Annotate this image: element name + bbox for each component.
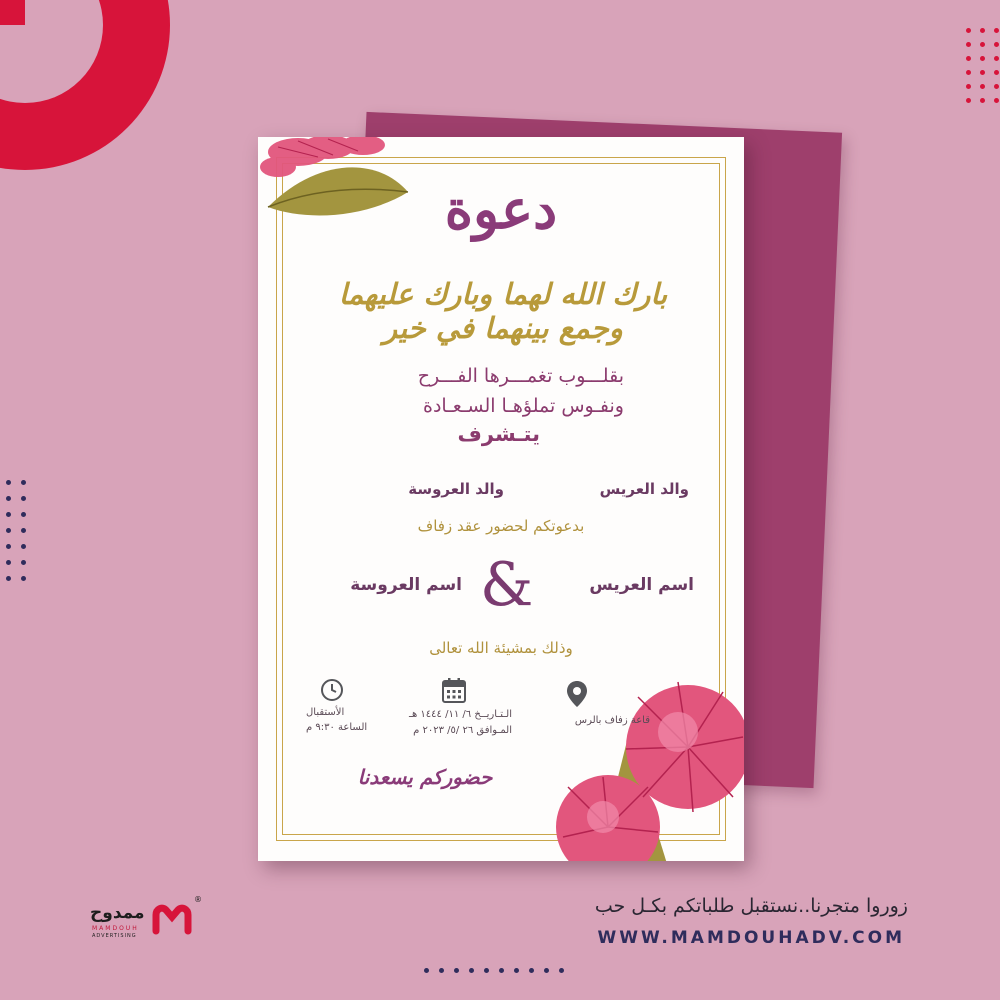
dot-grid-left (6, 480, 26, 581)
dot-row-bottom (424, 968, 564, 973)
decor-dot (484, 968, 489, 973)
intro-line-3: يتـشرف (457, 422, 540, 446)
decor-dot (6, 576, 11, 581)
decor-dot (994, 28, 999, 33)
decor-dot (980, 98, 985, 103)
decor-dot (994, 42, 999, 47)
closing-calligraphy: حضوركم يسعدنا (357, 765, 493, 789)
calendar-icon (442, 677, 466, 703)
decor-dot (499, 968, 504, 973)
floral-bottom-right (528, 637, 744, 861)
decor-dot (980, 70, 985, 75)
decor-dot (514, 968, 519, 973)
decor-dot (994, 70, 999, 75)
decor-dot (994, 84, 999, 89)
decor-dot (21, 528, 26, 533)
decor-dot (6, 512, 11, 517)
decor-dot (21, 496, 26, 501)
blessing-calligraphy: بارك الله لهما وبارك عليهما وجمع بينهما في خير (338, 277, 668, 345)
decor-dot (966, 42, 971, 47)
groom-father-label: والد العريس (599, 480, 689, 498)
mamdouh-logo[interactable] (90, 895, 220, 947)
bride-name: اسم العروسة (350, 575, 462, 595)
bride-father-label: والد العروسة (408, 480, 504, 498)
location-text: قاعة زفاف بالرس (574, 715, 650, 726)
decor-dot (439, 968, 444, 973)
corner-decoration (0, 0, 170, 170)
decor-dot (6, 528, 11, 533)
groom-name: اسم العريس (589, 575, 694, 595)
god-will-line: وذلك بمشيئة الله تعالى (429, 639, 573, 657)
date-hijri: الـتـاريــخ ٦/ ١١/ ١٤٤٤ هـ (409, 709, 512, 720)
decor-dot (980, 56, 985, 61)
decor-dot (529, 968, 534, 973)
clock-icon (320, 678, 344, 702)
decor-dot (21, 480, 26, 485)
decor-dot (21, 560, 26, 565)
logo-arabic: ممدوح (90, 903, 145, 923)
decor-dot (469, 968, 474, 973)
decor-dot (966, 70, 971, 75)
store-slogan: زوروا متجرنا..نستقبل طلباتكم بكـل حب (594, 895, 908, 917)
decor-dot (424, 968, 429, 973)
decor-dot (980, 84, 985, 89)
decor-dot (6, 480, 11, 485)
intro-line-1: بقلـــوب تغمـــرها الفـــرح (417, 365, 624, 387)
decor-dot (980, 42, 985, 47)
logo-mark-icon (150, 901, 194, 937)
decor-dot (966, 98, 971, 103)
date-gregorian: المـوافق ٢٦ /٥/ ٢٠٢٣ م (413, 725, 512, 736)
decor-dot (544, 968, 549, 973)
invitation-card (258, 137, 744, 861)
decor-dot (966, 84, 971, 89)
invite-line: بدعوتكم لحضور عقد زفاف (417, 517, 585, 535)
ampersand: & (480, 550, 534, 620)
decor-dot (6, 544, 11, 549)
decor-dot (6, 496, 11, 501)
decor-dot (21, 576, 26, 581)
decor-dot (966, 56, 971, 61)
decor-dot (21, 544, 26, 549)
logo-registered: ® (194, 895, 202, 904)
dot-grid-top-right (966, 28, 999, 103)
decor-dot (21, 512, 26, 517)
logo-sub: ADVERTISING (92, 933, 137, 939)
decor-dot (454, 968, 459, 973)
intro-line-2: ونفـوس تملؤهـا السـعـادة (422, 395, 624, 417)
decor-dot (966, 28, 971, 33)
decor-dot (6, 560, 11, 565)
decor-dot (994, 56, 999, 61)
logo-name: MAMDOUH (92, 925, 139, 932)
decor-dot (559, 968, 564, 973)
decor-dot (994, 98, 999, 103)
location-pin-icon (566, 680, 588, 708)
reception-time: الساعة ٩:٣٠ م (306, 722, 368, 733)
decor-dot (980, 28, 985, 33)
website-url[interactable]: WWW.MAMDOUHADV.COM (597, 928, 905, 948)
reception-label: الأستقبال (306, 707, 345, 718)
card-title: دعوة (444, 177, 558, 241)
